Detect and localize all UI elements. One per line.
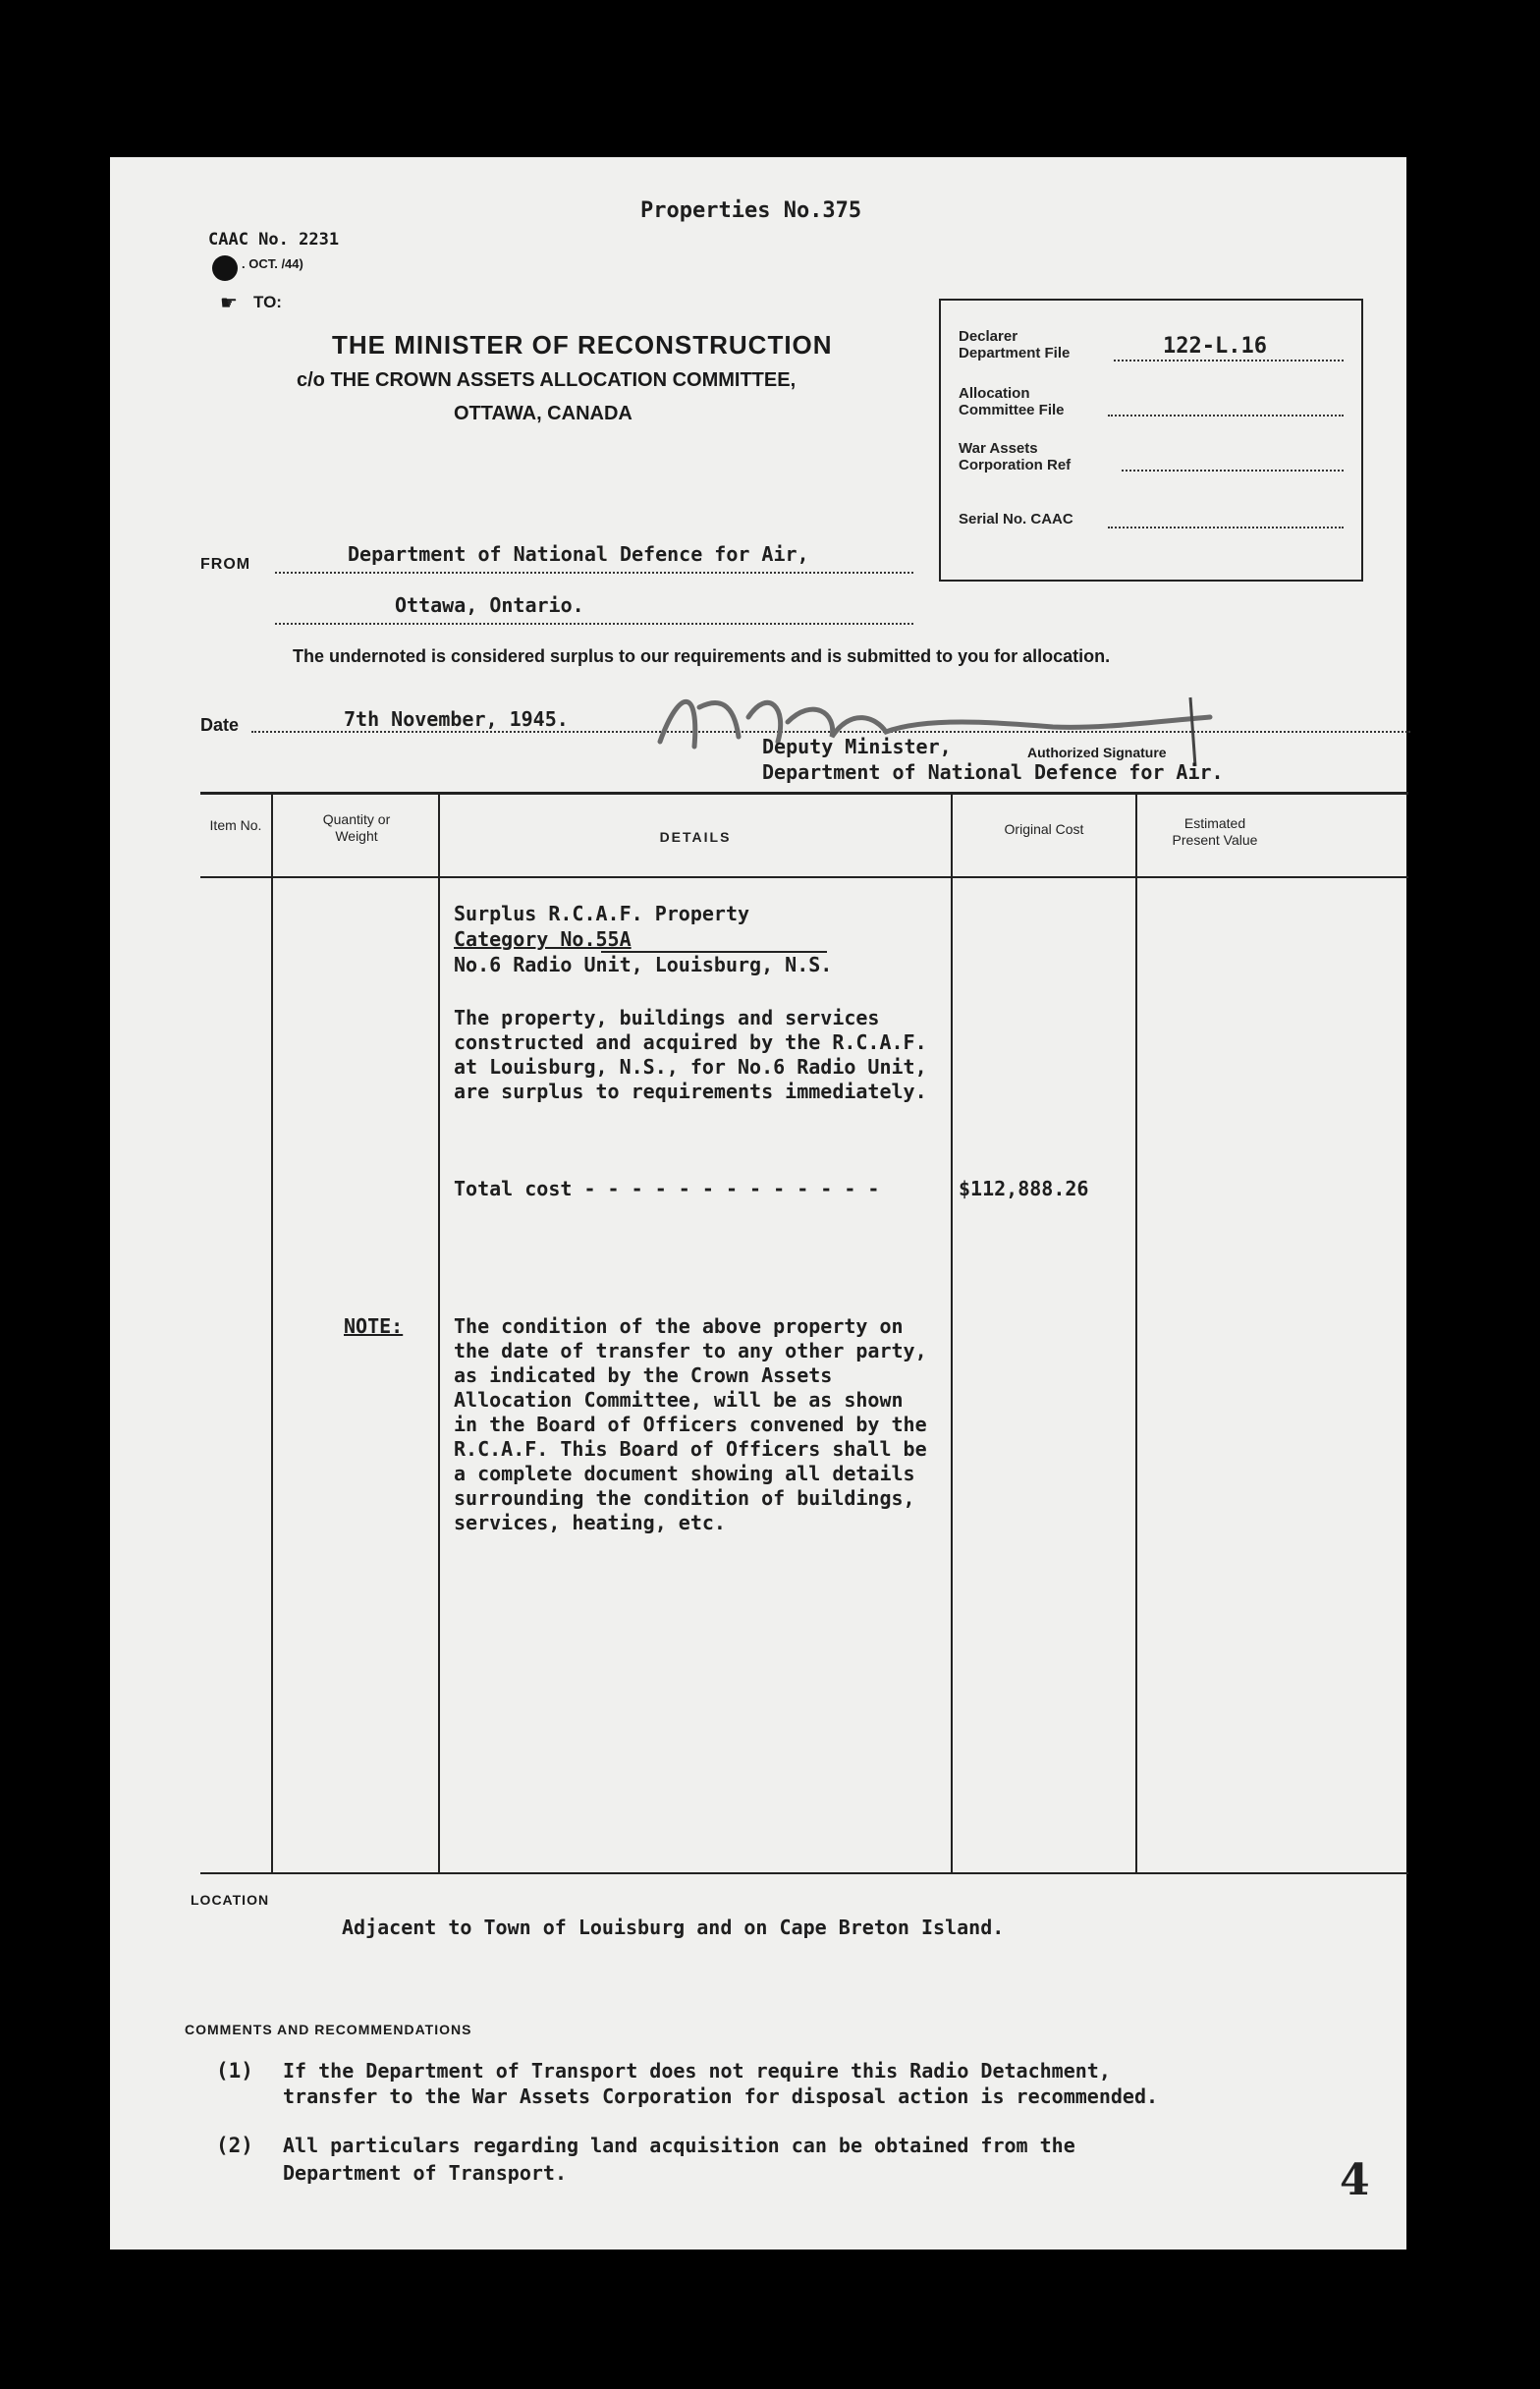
column-divider-1 [271,792,273,1872]
table-header-rule [200,876,1408,878]
col-header-item: Item No. [209,817,262,833]
serial-dots [1108,527,1344,528]
date-value: 7th November, 1945. [344,707,569,731]
total-cost-label: Total cost - - - - - - - - - - - - - [454,1177,880,1200]
from-line2: Ottawa, Ontario. [395,593,584,617]
table-bottom-rule [200,1872,1408,1874]
surplus-statement: The undernoted is considered surplus to our requirements and is submitted to you for allocation. [293,646,1111,666]
location-text: Adjacent to Town of Louisburg and on Cape Breton Island. [342,1916,1005,1939]
allocation-dots [1108,415,1344,417]
comment-2-number: (2) [216,2134,253,2157]
column-divider-2 [438,792,440,1872]
caac-number: CAAC No. 2231 [208,230,340,250]
declarer-label: Declarer Department File [959,328,1071,361]
signatory-department: Department of National Defence for Air. [762,760,1224,784]
document-sheet [110,157,1406,2250]
signatory-title: Deputy Minister, [762,735,952,758]
details-heading-1: Surplus R.C.A.F. Property [454,902,750,925]
to-label: TO: [253,293,282,311]
column-divider-4 [1135,792,1137,1872]
serial-label: Serial No. CAAC [959,511,1073,528]
column-divider-3 [951,792,953,1872]
redaction-mark [212,255,238,281]
from-dots-2 [275,623,913,625]
location-label: LOCATION [191,1892,270,1908]
comment-1-line1: If the Department of Transport does not require this Radio Detachment, [283,2059,1111,2083]
details-body: The property, buildings and services constructed and acquired by the R.C.A.F. at Louisburg, N.S., for No.6 Radio Unit, are surplus to requirements immediately. [454,1006,927,1103]
comment-1-line2: transfer to the War Assets Corporation for disposal action is recommended. [283,2084,1159,2108]
col-header-estimated-value: Estimated Present Value [1172,815,1258,848]
hand-pointer-icon: ☛ [220,293,238,314]
margin-handwritten-mark: 4 [1340,2155,1370,2205]
from-label: FROM [200,556,251,573]
caac-date: . OCT. /44) [242,256,303,271]
from-line1: Department of National Defence for Air, [348,542,809,566]
addressee-line1: THE MINISTER OF RECONSTRUCTION [332,330,833,360]
note-label: NOTE: [344,1314,404,1338]
war-assets-label: War Assets Corporation Ref [959,440,1072,473]
col-header-quantity: Quantity or Weight [322,811,391,844]
col-header-details: DETAILS [659,829,732,845]
declarer-dots [1114,360,1344,361]
addressee-line3: OTTAWA, CANADA [454,403,632,424]
addressee-line2: c/o THE CROWN ASSETS ALLOCATION COMMITTEE, [297,369,797,391]
col-header-original-cost: Original Cost [1004,821,1084,837]
comment-1-number: (1) [216,2059,253,2083]
details-heading-3: No.6 Radio Unit, Louisburg, N.S. [454,953,833,976]
allocation-label: Allocation Committee File [959,385,1065,418]
date-label: Date [200,715,240,735]
declarer-file-value: 122-L.16 [1163,334,1267,359]
comment-2-line1: All particulars regarding land acquisition can be obtained from the [283,2134,1075,2157]
details-heading-2: Category No.55A [454,927,632,951]
note-text: The condition of the above property on the date of transfer to any other party, as indicated by the Crown Assets Allocation Committee, will be as shown in the Board of Officers convened by the R.C.A.F. This Board of Officers shall be a complete document showing all details surrounding the condition of buildings, services, heating, etc. [454,1314,927,1534]
comments-label: COMMENTS AND RECOMMENDATIONS [185,2022,472,2037]
total-cost-value: $112,888.26 [959,1177,1089,1200]
signature-label: Authorized Signature [1027,745,1167,760]
from-dots-1 [275,572,913,574]
properties-number: Properties No.375 [640,198,862,223]
comment-2-line2: Department of Transport. [283,2161,567,2185]
reference-box [939,299,1363,582]
war-assets-dots [1122,470,1344,472]
table-top-rule [200,792,1408,795]
